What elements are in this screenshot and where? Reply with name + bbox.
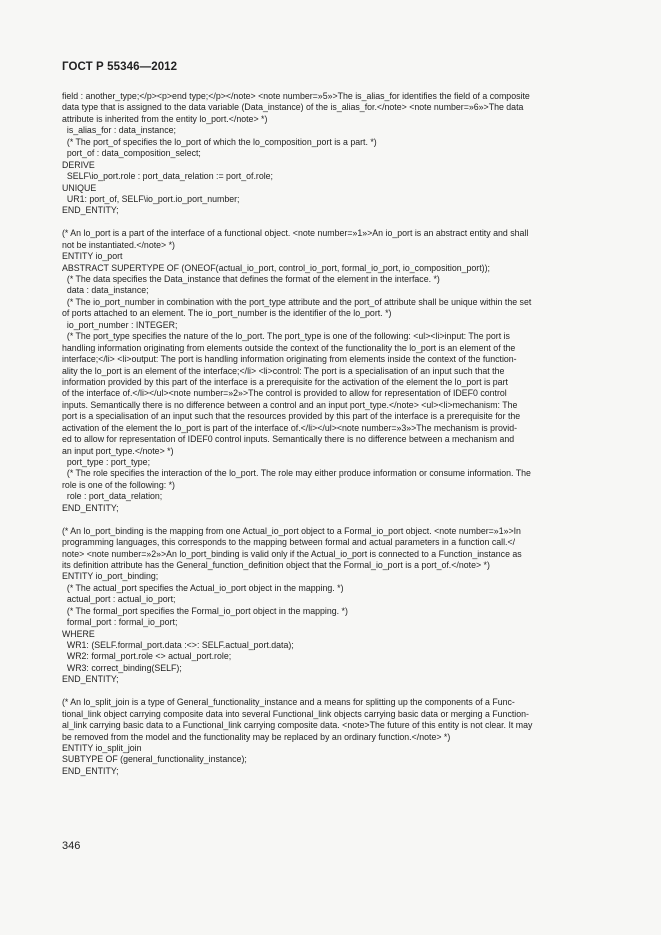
text-line: END_ENTITY;	[62, 765, 119, 776]
text-line: field : another_type;</p><p>end type;</p></note> <note number=»5»>The is_alias_for identifies the field of a composite	[62, 91, 530, 101]
document-body	[62, 91, 599, 777]
text-line: note> <note number=»2»>An lo_port_binding is valid only if the Actual_io_port is connected to a Function_instance as	[62, 548, 522, 559]
text-line: ENTITY io_port_binding;	[62, 571, 159, 582]
text-line: activation of the element the lo_port is part of the interface of.</li></ul><note number=»3»>The mechanism is provid-	[62, 422, 518, 433]
text-line: ABSTRACT SUPERTYPE OF (ONEOF(actual_io_port, control_io_port, formal_io_port, io_composition_port));	[62, 262, 490, 273]
text-line: ENTITY io_port	[62, 251, 123, 262]
text-line: be removed from the model and the functionality may be replaced by an ordinary function.</note> *)	[62, 731, 451, 742]
text-line: formal_port : formal_io_port;	[62, 617, 178, 628]
paragraph-gap	[62, 217, 599, 228]
text-line: (* An lo_port_binding is the mapping from one Actual_io_port object to a Formal_io_port object. <note number=»1»>In	[62, 525, 521, 536]
text-line: END_ENTITY;	[62, 502, 119, 513]
text-line: WR2: formal_port.role <> actual_port.role;	[62, 651, 232, 662]
text-line: UR1: port_of, SELF\io_port.io_port_number;	[62, 193, 240, 204]
text-line: io_port_number : INTEGER;	[62, 319, 178, 330]
text-line: role : port_data_relation;	[62, 491, 163, 502]
text-line: UNIQUE	[62, 182, 97, 193]
text-line: (* The port_of specifies the lo_port of which the lo_composition_port is a part. *)	[62, 136, 377, 147]
text-line: inputs. Semantically there is no difference between a control and an input port_type.</note> <ul><li>mechanism: The	[62, 399, 518, 410]
page-number: 346	[62, 840, 81, 852]
text-line: ed to allow for representation of IDEF0 control inputs. Semantically there is no difference between a mechanism and	[62, 434, 515, 445]
text-line: (* The formal_port specifies the Formal_io_port object in the mapping. *)	[62, 605, 348, 616]
text-line: SELF\io_port.role : port_data_relation := port_of.role;	[62, 171, 274, 182]
paragraph-gap	[62, 686, 599, 697]
text-line: role is one of the following: *)	[62, 479, 175, 490]
text-line: (* The role specifies the interaction of the lo_port. The role may either produce information or consume information. The	[62, 468, 531, 479]
text-line: tional_link object carrying composite data into several Functional_link objects carrying basic data or merging a Function-	[62, 708, 529, 719]
text-line: WHERE	[62, 628, 95, 639]
text-line: port_of : data_composition_select;	[62, 148, 201, 159]
text-line: data : data_instance;	[62, 285, 149, 296]
text-line: (* The port_type specifies the nature of the lo_port. The port_type is one of the following: <ul><li>input: The port is	[62, 331, 510, 342]
text-line: DERIVE	[62, 159, 95, 170]
text-line: (* An lo_port is a part of the interface of a functional object. <note number=»1»>An io_port is an abstract entity and shall	[62, 228, 529, 239]
text-line: interface;</li> <li>output: The port is handling information originating from elements inside the context of the function-	[62, 354, 517, 365]
text-line: SUBTYPE OF (general_functionality_instance);	[62, 754, 247, 765]
text-line: END_ENTITY;	[62, 205, 119, 216]
text-line: (* The io_port_number in combination with the port_type attribute and the port_of attribute shall be unique within the set	[62, 296, 532, 307]
text-line: information provided by this part of the interface is a prerequisite for the activation of the element the lo_port is part	[62, 376, 508, 387]
text-line: WR3: correct_binding(SELF);	[62, 662, 182, 673]
text-line: its definition attribute has the General_function_definition object that the Formal_io_port is a port_of.</note> *)	[62, 559, 490, 570]
text-line: an input port_type.</note> *)	[62, 445, 174, 456]
text-line: (* The actual_port specifies the Actual_io_port object in the mapping. *)	[62, 582, 344, 593]
text-line: al_link carrying basic data to a Functional_link carrying composite data. <note>The future of this entity is not clear. It may	[62, 720, 533, 731]
text-line: END_ENTITY;	[62, 674, 119, 685]
text-line: data type that is assigned to the data variable (Data_instance) of the is_alias_for.</note> <note number=»6»>The data	[62, 102, 524, 113]
text-line: ENTITY io_split_join	[62, 742, 142, 753]
text-line: programming languages, this corresponds to the mapping between formal and actual parameters in a function call.</	[62, 537, 516, 548]
text-line: attribute is inherited from the entity lo_port.</note> *)	[62, 113, 268, 124]
text-line: (* The data specifies the Data_instance that defines the format of the element in the interface. *)	[62, 274, 440, 284]
text-line: actual_port : actual_io_port;	[62, 594, 176, 605]
text-line: WR1: (SELF.formal_port.data :<>: SELF.actual_port.data);	[62, 640, 294, 650]
paragraph-gap	[62, 514, 599, 525]
text-line: (* An lo_split_join is a type of General_functionality_instance and a means for splitting up the components of a Func-	[62, 697, 515, 708]
text-line: of ports attached to an element. The io_port_number is the identifier of the lo_port. *)	[62, 308, 392, 319]
text-line: ality the lo_port is an element of the interface;</li> <li>control: The port is a specialisation of an input such that the	[62, 365, 505, 376]
text-line: is_alias_for : data_instance;	[62, 125, 176, 136]
standard-header: ГОСТ Р 55346—2012	[62, 61, 178, 73]
text-line: port_type : port_type;	[62, 457, 151, 467]
text-line: of the interface of.</li></ul><note number=»2»>The control is provided to allow for representation of IDEF0 control	[62, 388, 507, 399]
text-line: handling information originating from elements outside the context of the functionality the lo_port is an element of the	[62, 342, 516, 353]
text-line: port is a specialisation of an input such that the resources provided by this part of the interface is a prerequisite for the	[62, 411, 521, 422]
text-line: not be instantiated.</note> *)	[62, 239, 175, 250]
